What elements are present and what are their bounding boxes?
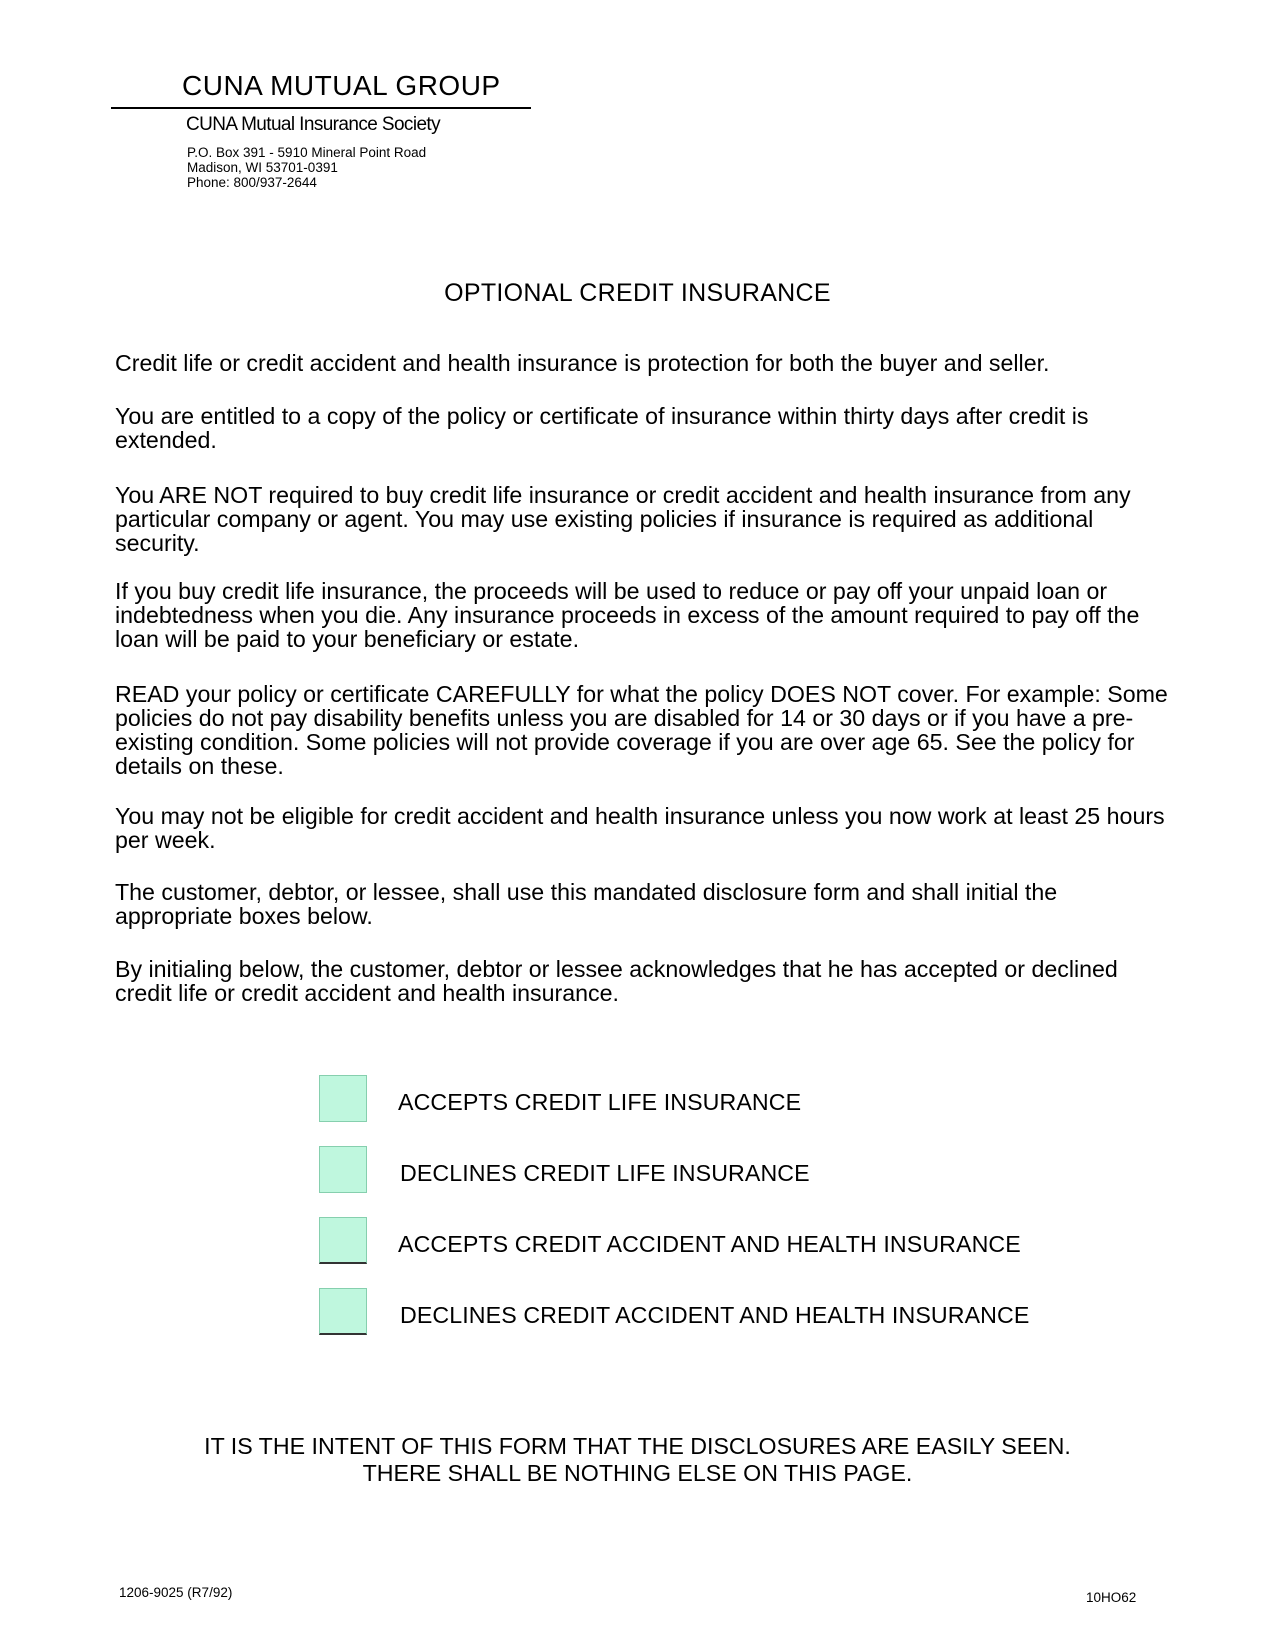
- form-number: 1206-9025 (R7/92): [119, 1585, 233, 1600]
- phone-number: Phone: 800/937-2644: [187, 175, 317, 190]
- address-line-2: Madison, WI 53701-0391: [187, 160, 338, 175]
- address-line-1: P.O. Box 391 - 5910 Mineral Point Road: [187, 145, 427, 160]
- header-divider: [111, 107, 531, 109]
- disclosure-paragraph: You are entitled to a copy of the policy or certificate of insurance within thirty days after credit is extended.: [115, 403, 1089, 453]
- disclosure-paragraph: You may not be eligible for credit accident and health insurance unless you now work at least 25 hours per week.: [115, 803, 1165, 853]
- option-label-accept-life: ACCEPTS CREDIT LIFE INSURANCE: [398, 1089, 802, 1115]
- company-name: CUNA MUTUAL GROUP: [182, 70, 501, 101]
- notice-line-2: THERE SHALL BE NOTHING ELSE ON THIS PAGE.: [362, 1460, 913, 1486]
- disclosure-paragraph: By initialing below, the customer, debtor or lessee acknowledges that he has accepted or declined credit life or credit accident and health insurance.: [115, 956, 1118, 1006]
- disclosure-paragraph: The customer, debtor, or lessee, shall use this mandated disclosure form and shall initial the appropriate boxes below.: [115, 879, 1058, 929]
- option-label-accept-ah: ACCEPTS CREDIT ACCIDENT AND HEALTH INSURANCE: [398, 1231, 1021, 1257]
- option-label-decline-ah: DECLINES CREDIT ACCIDENT AND HEALTH INSURANCE: [400, 1302, 1030, 1328]
- form-code: 10HO62: [1086, 1590, 1137, 1605]
- disclosure-paragraph: Credit life or credit accident and health insurance is protection for both the buyer and seller.: [115, 350, 1050, 376]
- disclosure-paragraph: If you buy credit life insurance, the proceeds will be used to reduce or pay off your unpaid loan or indebtedness when you die. Any insurance proceeds in excess of the amount required to pay off the loan will be paid to your beneficiary or estate.: [115, 578, 1140, 652]
- initial-box-decline-ah[interactable]: [319, 1288, 367, 1335]
- initial-box-decline-life[interactable]: [319, 1146, 367, 1193]
- disclosure-paragraph: You ARE NOT required to buy credit life insurance or credit accident and health insurance from any particular company or agent. You may use existing policies if insurance is required as additional security.: [115, 482, 1131, 556]
- option-label-decline-life: DECLINES CREDIT LIFE INSURANCE: [400, 1160, 810, 1186]
- page-title: OPTIONAL CREDIT INSURANCE: [444, 279, 831, 307]
- notice-line-1: IT IS THE INTENT OF THIS FORM THAT THE DISCLOSURES ARE EASILY SEEN.: [204, 1433, 1071, 1459]
- initial-box-accept-life[interactable]: [319, 1075, 367, 1122]
- disclosure-paragraph: READ your policy or certificate CAREFULLY for what the policy DOES NOT cover. For example: Some policies do not pay disability benefits unless you are disabled for 14 or 30 days or if you have a pre-existing condition. Some policies will not provide coverage if you are over age 65. See the policy for details on these.: [115, 681, 1168, 779]
- society-name: CUNA Mutual Insurance Society: [186, 114, 440, 135]
- initial-box-accept-ah[interactable]: [319, 1217, 367, 1264]
